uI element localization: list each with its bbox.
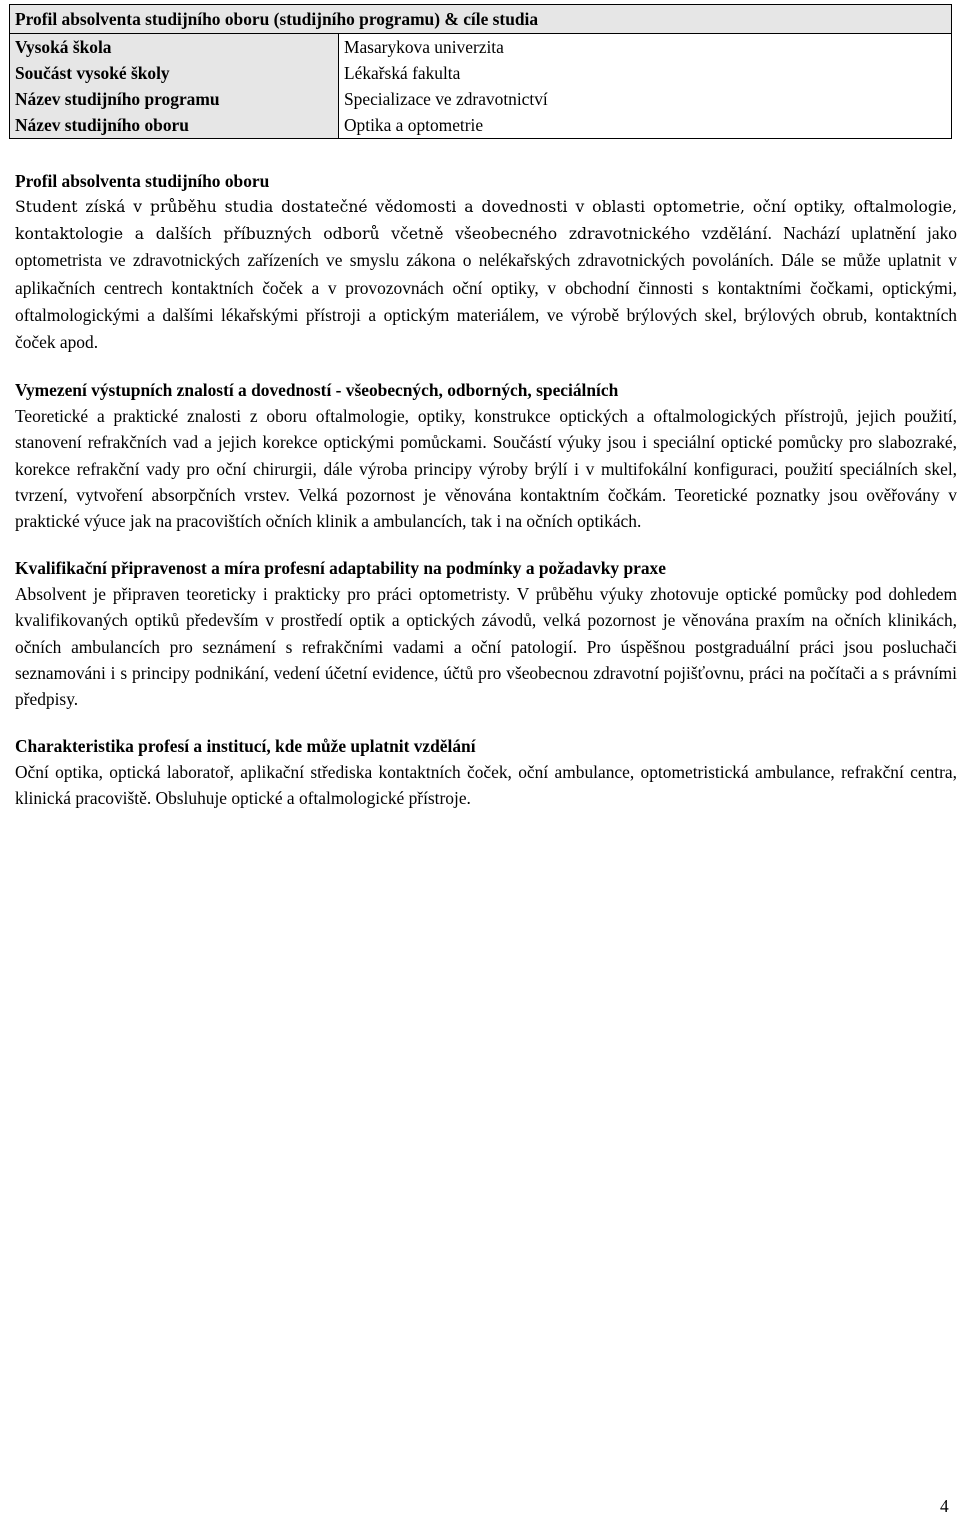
row-value-university: Masarykova univerzita [339, 34, 952, 61]
section-graduate-profile [15, 168, 957, 356]
row-label-faculty: Součást vysoké školy [10, 60, 339, 86]
table-row [10, 34, 952, 61]
row-value-program: Specializace ve zdravotnictví [339, 86, 952, 112]
section-text-part: Nachází uplatnění jako optometrista ve zdravotnických zařízeních ve smyslu zákona o nelékařských zdravotnických povoláních. Dále se může uplatnit v aplikačních centrech kontaktních čoček a v provozovnách oční optiky, v obchodní činnosti s kontaktními čočkami, optickými, oftalmologickými a dalšími lékařskými přístroji a optickým materiálem, ve výrobě brýlových skel, brýlových obrub, kontaktních čoček apod. [15, 223, 957, 353]
document-content [15, 168, 957, 833]
table-title-row [10, 5, 952, 34]
section-text [15, 194, 957, 356]
table-row [10, 112, 952, 139]
table-row [10, 60, 952, 86]
row-label-field: Název studijního oboru [10, 112, 339, 139]
section-heading: Charakteristika profesí a institucí, kde může uplatnit vzdělání [15, 736, 476, 757]
section-heading: Vymezení výstupních znalostí a dovedností - všeobecných, odborných, speciálních [15, 380, 619, 401]
section-heading: Kvalifikační připravenost a míra profesní adaptability na podmínky a požadavky praxe [15, 558, 666, 579]
section-knowledge-skills [15, 377, 957, 534]
row-label-university: Vysoká škola [10, 34, 339, 61]
section-text: Absolvent je připraven teoreticky i prakticky pro práci optometristy. V průběhu výuky zhotovuje optické pomůcky pod dohledem kvalifikovaných optiků především v prostředí optik a optických závodů, velká pozornost je věnována praxím na očních klinikách, očních ambulancích pro seznámení s refrakčními vadami a oční patologií. Pro úspěšnou postgraduální práci jsou posluchači seznamováni i s principy podnikání, vedení účetní evidence, účtů pro všeobecnou zdravotní pojišťovnu, práci na počítači a s právními předpisy. [15, 584, 957, 710]
section-text-part: Student získá v průběhu studia dostatečné vědomosti a dovednosti v oblasti optometrie, oční optiky, oftalmologie, kontaktologie a dalších příbuzných odborů včetně všeobecného zdravotnického vzdělání. [15, 198, 957, 244]
row-value-field: Optika a optometrie [339, 112, 952, 139]
page-number: 4 [940, 1496, 949, 1516]
section-heading: Profil absolventa studijního oboru [15, 171, 270, 191]
section-text: Oční optika, optická laboratoř, aplikační střediska kontaktních čoček, oční ambulance, optometristická ambulance, refrakční centra, klinická pracoviště. Obsluhuje optické a oftalmologické přístroje. [15, 762, 957, 809]
row-label-program: Název studijního programu [10, 86, 339, 112]
study-info-table [9, 4, 952, 139]
table-title: Profil absolventa studijního oboru (studijního programu) & cíle studia [10, 5, 952, 34]
section-text: Teoretické a praktické znalosti z oboru oftalmologie, optiky, konstrukce optických a oftalmologických přístrojů, jejich použití, stanovení refrakčních vad a jejich korekce optickými pomůckami. Součástí výuky jsou i speciální optické pomůcky pro slabozraké, korekce refrakční vady pro oční chirurgii, dále výroba principy výroby brýlí i v multifokální konfiguraci, použití speciálních skel, tvrzení, vytvoření absorpčních vrstev. Velká pozornost je věnována kontaktním čočkám. Teoretické poznatky jsou ověřovány v praktické výuce jak na pracovištích očních klinik a ambulancích, tak i na očních optikách. [15, 406, 957, 532]
row-value-faculty: Lékařská fakulta [339, 60, 952, 86]
section-professions [15, 733, 957, 811]
section-qualification [15, 555, 957, 712]
table-row [10, 86, 952, 112]
